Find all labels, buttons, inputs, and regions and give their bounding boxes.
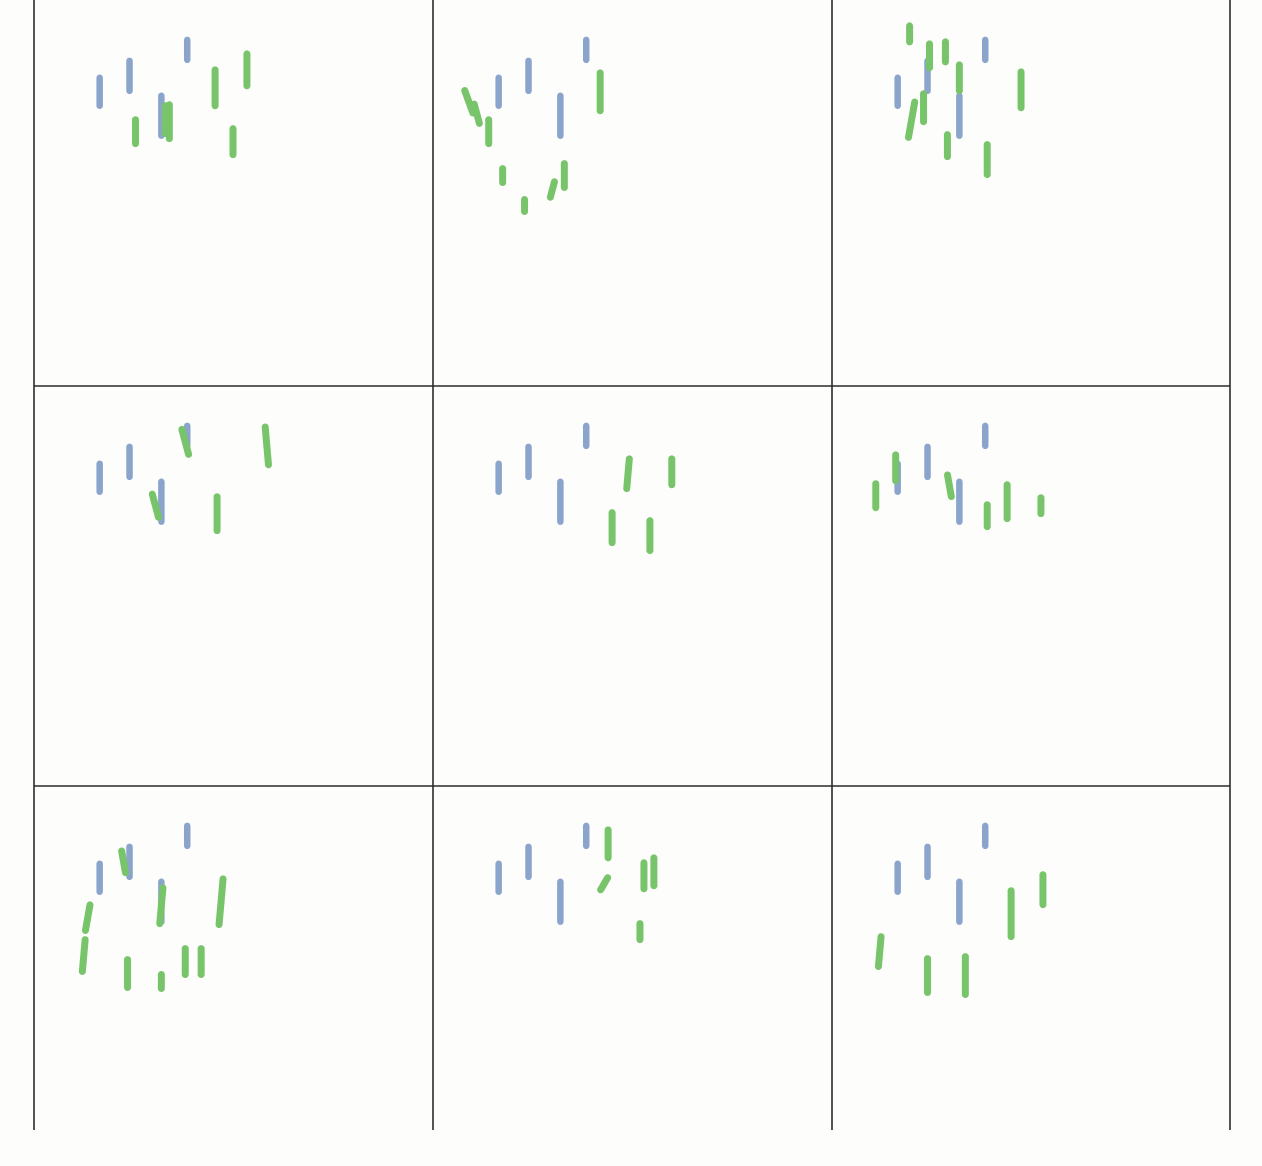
- panel-r1c2: [465, 40, 600, 212]
- green-stroke: [601, 878, 608, 890]
- green-stroke: [85, 905, 90, 931]
- green-stroke: [219, 879, 223, 925]
- green-stroke: [948, 475, 952, 497]
- green-stroke: [160, 888, 163, 924]
- panel-r1c1: [100, 40, 247, 155]
- green-stroke: [152, 494, 158, 517]
- panel-r2c1: [100, 426, 269, 531]
- green-stroke: [908, 102, 914, 137]
- green-stroke: [82, 940, 85, 972]
- panel-r1c3: [898, 26, 1021, 175]
- green-stroke: [878, 937, 881, 967]
- panel-r2c3: [876, 426, 1041, 527]
- panel-r3c1: [82, 826, 223, 989]
- panel-r2c2: [499, 426, 672, 551]
- panel-r3c3: [878, 826, 1042, 995]
- panel-r3c2: [499, 826, 654, 940]
- green-stroke: [474, 104, 479, 123]
- green-stroke: [265, 427, 268, 465]
- green-stroke: [550, 182, 554, 197]
- grid-lines: [34, 0, 1230, 1130]
- green-stroke: [122, 851, 126, 873]
- green-stroke: [627, 459, 630, 489]
